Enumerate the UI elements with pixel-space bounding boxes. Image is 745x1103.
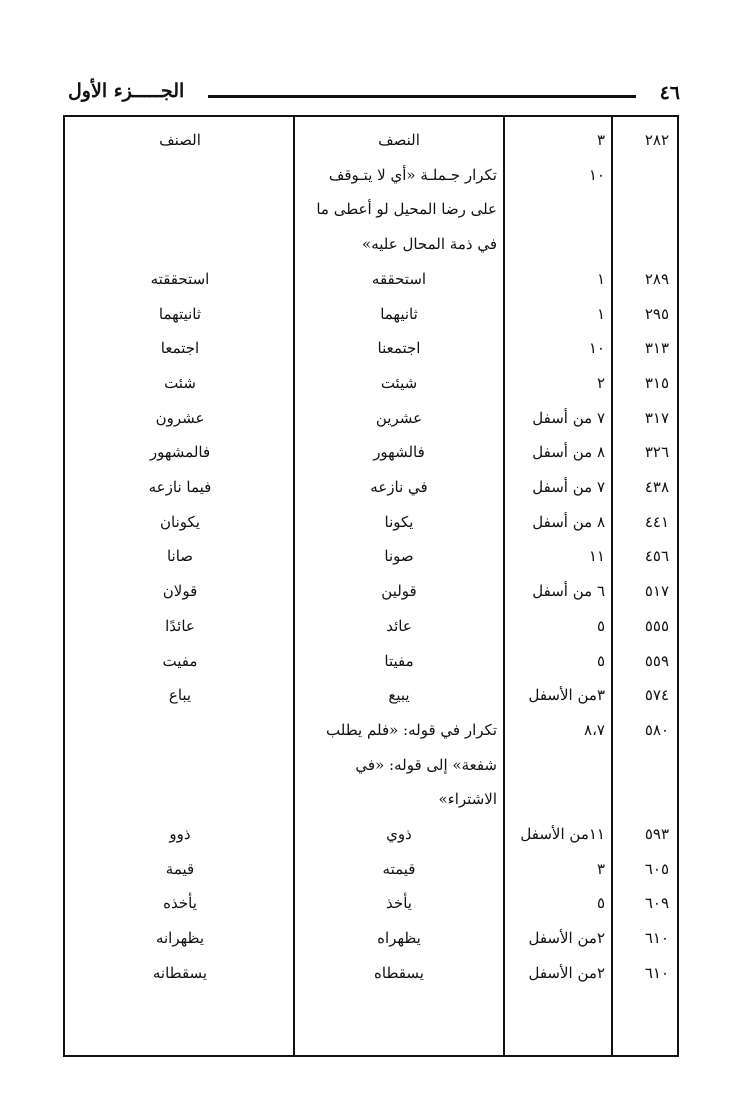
page-number-cell: ٦٠٩ [644,894,669,913]
page-number: ٤٦ [659,82,680,104]
line-number-cell: ٥ [596,651,605,670]
page-number-cell: ٤٥٦ [644,547,669,566]
line-number-cell: ٥ [596,616,605,635]
correct-text-cell: الصنف [159,131,201,149]
wrong-text-cell: يظهراه [377,929,421,948]
page-number-cell: ٥٩٣ [644,825,669,843]
table-row [65,852,677,887]
line-number-cell: ٢من الأسفل [528,963,605,982]
line-number-cell: ٨ من أسفل [532,512,605,531]
header-rule [208,95,636,98]
correct-text-cell: صانا [166,547,194,566]
line-number-cell: ١١من الأسفل [520,825,605,843]
wrong-text-cell: ذوي [386,825,412,843]
page-number-cell: ٥٨٠ [644,720,669,739]
page-number-cell: ٤٤١ [644,512,669,531]
correct-text-cell: ثانيتهما [158,304,202,323]
wrong-text-cell: يأخذ [386,894,412,913]
correct-text-cell: فالمشهور [149,443,211,462]
table-row [65,921,677,956]
table-row [65,435,677,470]
line-number-cell: ٨ من أسفل [532,443,605,462]
errata-table [63,115,679,1057]
wrong-text-cell: عائد [386,616,412,635]
wrong-text-cell [301,713,497,817]
correct-text-cell: يباع [168,686,192,705]
table-row [65,817,677,852]
wrong-text-cell: عشرين [375,408,423,427]
correct-text-cell: شئت [164,373,196,392]
table-row [65,366,677,401]
table-row [65,262,677,297]
wrong-text-cell: استحققه [371,269,427,288]
table-row [65,886,677,921]
line-number-cell: ٢من الأسفل [528,929,605,948]
wrong-text-cell: شيئت [380,373,418,392]
line-number-cell: ١٠ [588,165,605,184]
page-number-cell: ٣١٧ [644,408,669,427]
wrong-text-line: تكرار في قوله: «فلم يطلب [326,720,497,739]
correct-text-cell: مفيت [162,651,198,670]
correct-text-cell: ذوو [169,825,191,843]
line-number-cell: ٨،٧ [584,720,605,739]
correct-text-cell: يسقطانه [152,963,208,982]
wrong-text-line: الاشتراء» [438,790,497,809]
line-number-cell: ١ [596,269,605,288]
wrong-text-cell [301,158,497,262]
page-number-cell: ٥٥٥ [644,616,669,635]
wrong-text-cell: قولين [381,582,417,601]
wrong-text-line: تكرار جـملـة «أي لا يتـوقف [328,165,497,184]
wrong-text-cell: اجتمعنا [377,339,421,358]
table-row [65,539,677,574]
wrong-text-cell: ثانيهما [380,304,418,323]
correct-text-cell: قيمة [165,859,195,878]
line-number-cell: ٣من الأسفل [528,686,605,705]
wrong-text-cell: يبيع [388,686,410,705]
line-number-cell: ٧ من أسفل [532,408,605,427]
correct-text-cell: فيما نازعه [148,478,212,496]
correct-text-cell: قولان [162,582,198,601]
wrong-text-cell: يسقطاه [374,963,424,982]
table-row [65,505,677,540]
page-number-cell: ٥٧٤ [644,686,669,705]
page-number-cell: ٦١٠ [644,963,669,982]
page-number-cell: ٥٥٩ [644,651,669,670]
table-row [65,956,677,991]
wrong-text-cell: يكونا [384,512,414,531]
page-number-cell: ٣٢٦ [644,443,669,462]
wrong-text-cell: قيمته [382,859,416,878]
line-number-cell: ٥ [596,894,605,913]
correct-text-cell: يأخذه [163,894,197,913]
wrong-text-cell: في نازعه [370,478,428,496]
page-number-cell: ٢٩٥ [644,304,669,323]
page-number-cell: ٣١٥ [644,373,669,392]
line-number-cell: ٢ [596,373,605,392]
table-row [65,713,677,817]
wrong-text-cell: النصف [378,131,420,149]
line-number-cell: ٣ [596,131,605,149]
correct-text-cell: استحققته [150,269,210,288]
table-row [65,678,677,713]
wrong-text-line: في ذمة المحال عليه» [362,235,497,254]
table-row [65,158,677,262]
page-number-cell: ٤٣٨ [644,478,669,496]
table-row [65,644,677,679]
table-row [65,297,677,332]
line-number-cell: ٧ من أسفل [532,478,605,496]
line-number-cell: ١٠ [588,339,605,358]
line-number-cell: ٣ [596,859,605,878]
correct-text-cell: عائدًا [165,616,195,635]
wrong-text-cell: صونا [384,547,414,566]
page-number-cell: ٢٨٩ [644,269,669,288]
table-row [65,331,677,366]
wrong-text-cell: فالشهور [373,443,425,462]
page-number-cell: ٣١٣ [644,339,669,358]
correct-text-cell: يظهرانه [155,929,205,948]
line-number-cell: ١ [596,304,605,323]
page-number-cell: ٢٨٢ [644,131,669,149]
page-number-cell: ٦١٠ [644,929,669,948]
table-row [65,470,677,505]
table-row [65,609,677,644]
line-number-cell: ١١ [588,547,605,566]
table-row [65,401,677,436]
correct-text-cell: اجتمعا [160,339,200,358]
wrong-text-line: شفعة» إلى قوله: «في [355,755,497,774]
line-number-cell: ٦ من أسفل [532,582,605,601]
part-title: الجـــــزء الأول [68,80,185,102]
correct-text-cell: عشرون [155,408,205,427]
table-row [65,574,677,609]
table-row [65,123,677,158]
page-number-cell: ٦٠٥ [644,859,669,878]
wrong-text-line: على رضا المحيل لو أعطى ما [316,200,497,219]
correct-text-cell: يكونان [160,512,200,531]
wrong-text-cell: مفيتا [384,651,414,670]
page-number-cell: ٥١٧ [644,582,669,601]
page-header [68,78,682,106]
